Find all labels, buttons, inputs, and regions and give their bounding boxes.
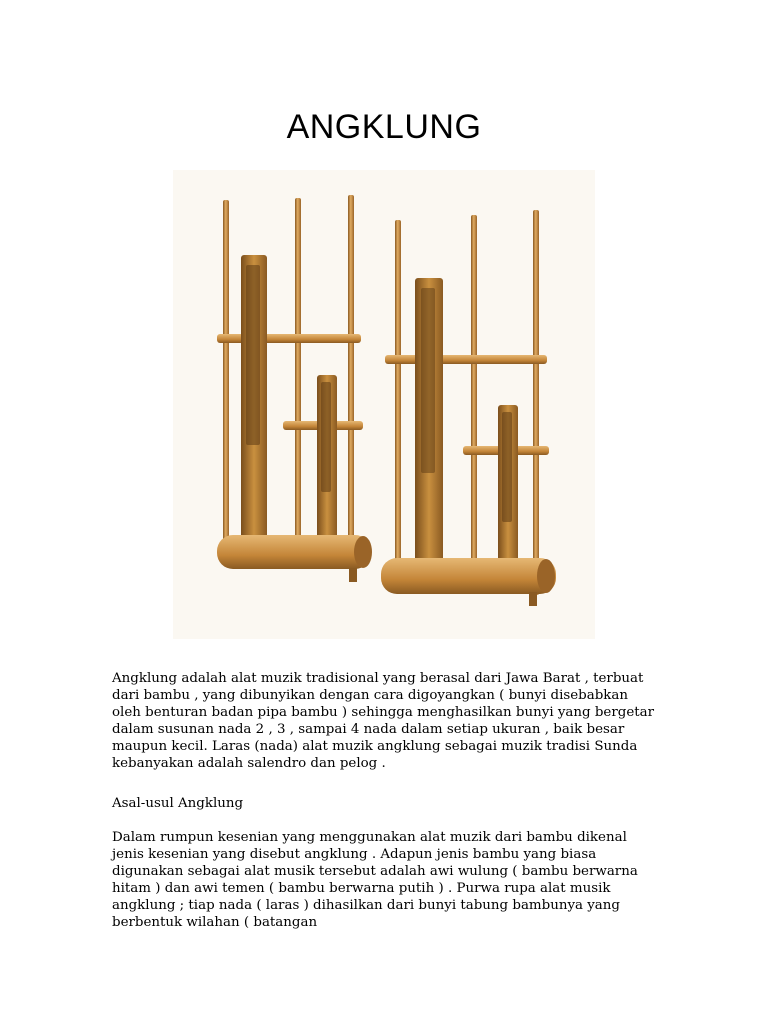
history-paragraph-text: Dalam rumpun kesenian yang menggunakan alat muzik dari bambu dikenal jenis kesenian yang disebut angklung . Adapun jenis bambu yang biasa digunakan sebagai alat musik tersebut adalah awi wulung ( bambu berwarna hitam ) dan awi temen ( bambu berwarna putih ) . Purwa rupa alat musik angklung ; tiap nada ( laras ) dihasilkan dari bunyi tabung bambunya yang berbentuk wilahan ( batangan [112, 830, 638, 930]
intro-paragraph [112, 670, 660, 772]
section-heading-text: Asal-usul Angklung [112, 796, 244, 811]
angklung-photo [173, 170, 595, 639]
page-title: ANGKLUNG [286, 108, 482, 146]
intro-paragraph-text: Angklung adalah alat muzik tradisional yang berasal dari Jawa Barat , terbuat dari bambu , yang dibunyikan dengan cara digoyangkan ( bunyi disebabkan oleh benturan badan pipa bambu ) sehingga menghasilkan bunyi yang bergetar dalam susunan nada 2 , 3 , sampai 4 nada dalam setiap ukuran , baik besar maupun kecil. Laras (nada) alat muzik angklung sebagai muzik tradisi Sunda kebanyakan adalah salendro dan pelog . [112, 671, 655, 771]
history-paragraph [112, 829, 660, 931]
section-heading [112, 795, 660, 812]
angklung-illustration [173, 170, 595, 639]
